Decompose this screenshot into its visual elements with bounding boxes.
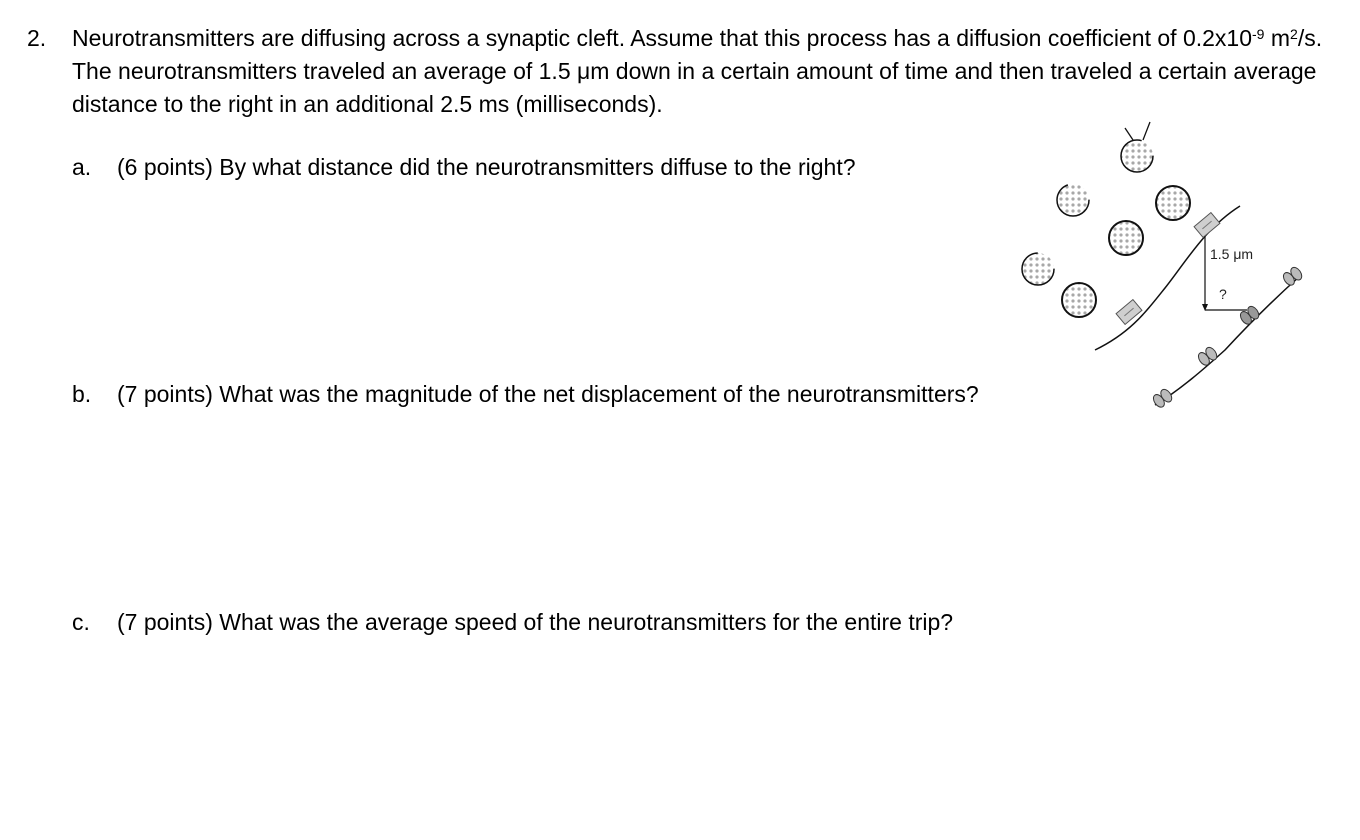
question-text [72,22,1342,121]
question-number: 2. [27,25,47,51]
vesicle-icon [1156,186,1190,220]
part-b-letter: b. [72,381,92,407]
part-c-letter: c. [72,609,90,635]
part-a-text: (6 points) By what distance did the neurotransmitters diffuse to the right? [117,154,856,180]
vesicle-icon [1022,253,1054,285]
postsynaptic-membrane [1155,276,1300,405]
unknown-distance-label: ? [1219,286,1227,302]
part-c-text: (7 points) What was the average speed of the neurotransmitters for the entire trip? [117,609,954,635]
question-text-part2: /s. The neurotransmitters traveled an average of 1.5 μm down in a certain amount of time and then traveled a certain average distance to the right in an additional 2.5 ms (milliseconds). [72,25,1323,117]
receptor-icon [1196,345,1219,367]
vesicle-icon [1109,221,1143,255]
channel-icon [1116,300,1142,325]
vesicle-icon [1057,184,1089,216]
question-text-unit: m [1264,25,1291,51]
vesicle-icon [1121,122,1153,172]
vesicle-icon [1062,283,1096,317]
part-c [72,607,953,637]
part-a [72,152,856,182]
channel-icon [1194,213,1220,238]
question-text-part1: Neurotransmitters are diffusing across a synaptic cleft. Assume that this process has a diffusion coefficient of 0.2x10 [72,25,1252,51]
exponent-squared: 2 [1290,26,1298,42]
distance-label: 1.5 μm [1210,246,1254,262]
receptor-icon [1151,387,1174,409]
receptor-icon [1238,304,1261,326]
part-a-letter: a. [72,154,92,180]
part-b-text: (7 points) What was the magnitude of the net displacement of the neurotransmitters? [117,381,979,407]
receptor-icon [1281,265,1304,287]
part-b [72,379,979,409]
synapse-figure [1010,118,1310,418]
exponent-negative-nine: -9 [1252,26,1265,42]
